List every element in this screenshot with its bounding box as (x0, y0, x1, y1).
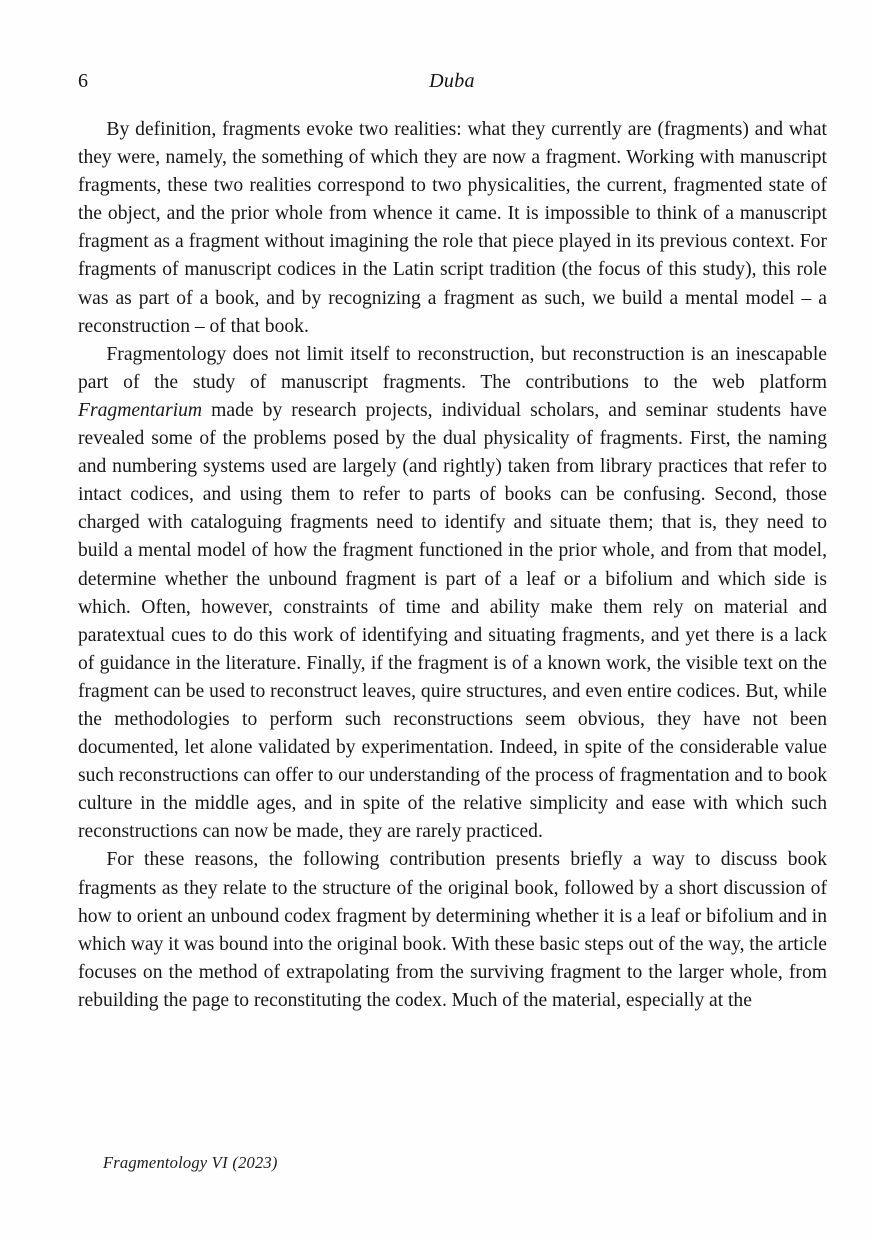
para-1: By definition, fragments evoke two realities: what they currently are (fragments) and what they were, namely, the something of which they are now a fragment. Working with manuscript fragments, these two realities correspond to two physicalities, the current, fragmented state of the object, and the prior whole from whence it came. It is impossible to think of a manuscript fragment as a fragment without imagining the role that piece played in its previous context. For fragments of manuscript codices in the Latin script tradition (the focus of this study), this role was as part of a book, and by recognizing a fragment as such, we build a mental model – a reconstruction – of that book. (78, 119, 827, 337)
page-number: 6 (78, 70, 89, 92)
para-2: Fragmentology does not limit itself to reconstruction, but reconstruction is an inescapable part of the study of manuscript fragments. The contributions to the web platform Fragmentarium made by research projects, individual scholars, and seminar students have revealed some of the problems posed by the dual physicality of fragments. First, the naming and numbering systems used are largely (and rightly) taken from library practices that refer to intact codices, and using them to refer to parts of books can be confusing. Second, those charged with cataloguing fragments need to identify and situate them; that is, they need to build a mental model of how the fragment functioned in the prior whole, and from that model, determine whether the unbound fragment is part of a leaf or a bifolium and which side is which. Often, however, constraints of time and ability make them rely on material and paratextual cues to do this work of identifying and situating fragments, and yet there is a lack of guidance in the literature. Finally, if the fragment is of a known work, the visible text on the fragment can be used to reconstruct leaves, quire structures, and even entire codices. But, while the methodologies to perform such reconstructions seem obvious, they have not been documented, let alone validated by experimentation. Indeed, in spite of the considerable value such reconstructions can offer to our understanding of the process of fragmentation and to book culture in the middle ages, and in spite of the relative simplicity and ease with which such reconstructions can now be made, they are rarely practiced. (78, 343, 827, 843)
footer-year: (2023) (232, 1153, 278, 1172)
running-head (78, 68, 826, 94)
running-head-title: Duba (429, 70, 475, 92)
footer-journal-title: Fragmentology (103, 1153, 208, 1172)
para-3: For these reasons, the following contribution presents briefly a way to discuss book fragments as they relate to the structure of the original book, followed by a short discussion of how to orient an unbound codex fragment by determining whether it is a leaf or bifolium and in which way it was bound into the original book. With these basic steps out of the way, the article focuses on the method of extrapolating from the surviving fragment to the larger whole, from rebuilding the page to reconstituting the codex. Much of the material, especially at the (78, 849, 827, 1011)
body-text-block (78, 116, 827, 1015)
page-footer (103, 1152, 278, 1174)
italic-term: Fragmentarium (78, 399, 203, 421)
footer-volume: VI (211, 1153, 229, 1172)
